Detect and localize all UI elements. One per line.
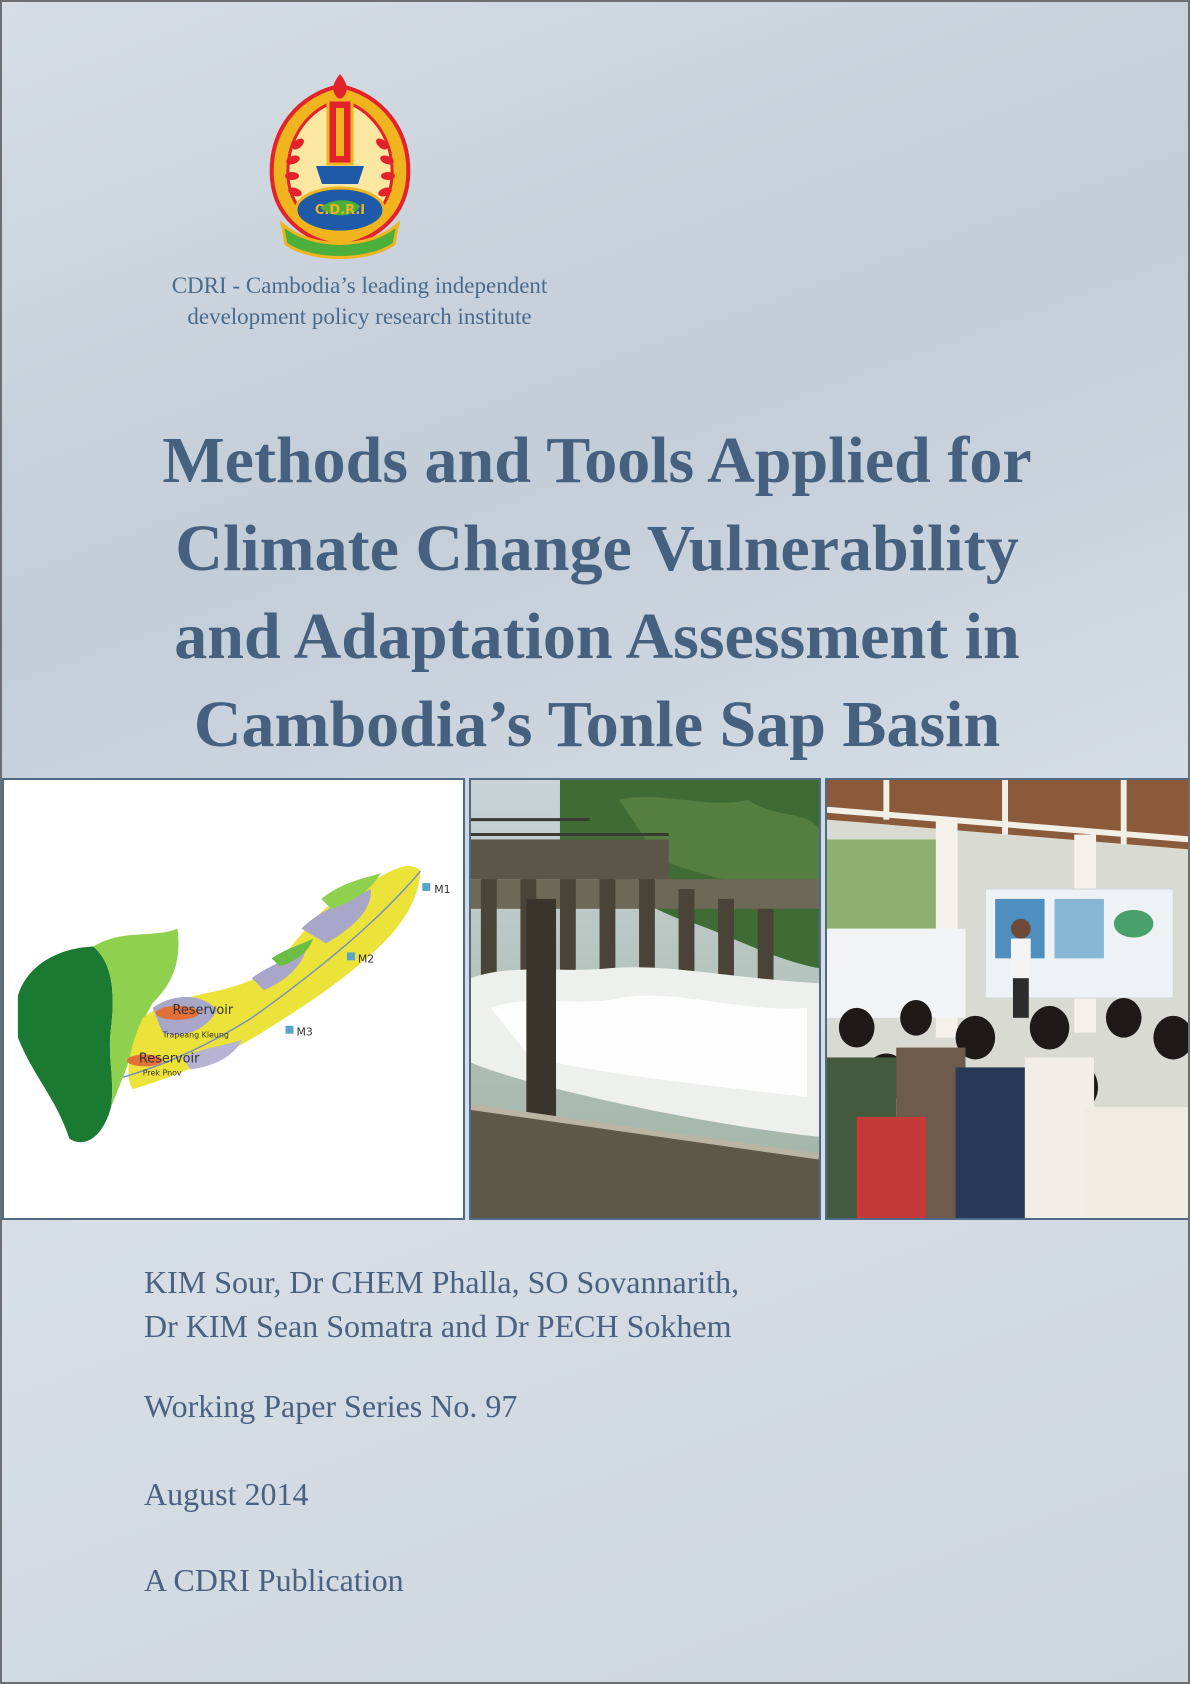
report-title [82,417,1112,769]
map-label-reservoir-2: Reservoir [138,1051,200,1067]
tagline-line-2: development policy research institute [187,304,532,329]
svg-text:C.D.R.I: C.D.R.I [314,203,366,218]
map-label-m1: M1 [434,882,451,896]
cover-photo-strip [2,778,1190,1220]
cdri-emblem-icon [260,74,420,259]
title-line-4: Cambodia’s Tonle Sap Basin [193,688,1001,761]
working-paper-series: Working Paper Series No. 97 [144,1388,518,1424]
authors-line-2: Dr KIM Sean Somatra and Dr PECH Sokhem [144,1308,732,1344]
map-label-m2: M2 [357,952,375,966]
map-label-m3: M3 [296,1025,313,1039]
tagline-line-1: CDRI - Cambodia’s leading independent [171,273,548,298]
map-label-place-2: Prek Pnov [142,1068,182,1078]
authors-line-1: KIM Sour, Dr CHEM Phalla, SO Sovannarith, [144,1264,740,1300]
title-line-1: Methods and Tools Applied for [162,424,1032,497]
workshop-meeting-photo [825,778,1190,1220]
map-label-reservoir-1: Reservoir [172,1002,234,1018]
publication-date: August 2014 [144,1476,309,1512]
author-list [144,1260,1044,1348]
publisher-line: A CDRI Publication [144,1562,404,1598]
title-line-2: Climate Change Vulnerability [175,512,1019,585]
map-label-place-1: Trapeang Kleung [162,1030,229,1040]
institute-tagline [122,270,597,332]
basin-map-image [2,778,465,1220]
dam-spillway-photo [469,778,821,1220]
title-line-3: and Adaptation Assessment in [174,600,1020,673]
